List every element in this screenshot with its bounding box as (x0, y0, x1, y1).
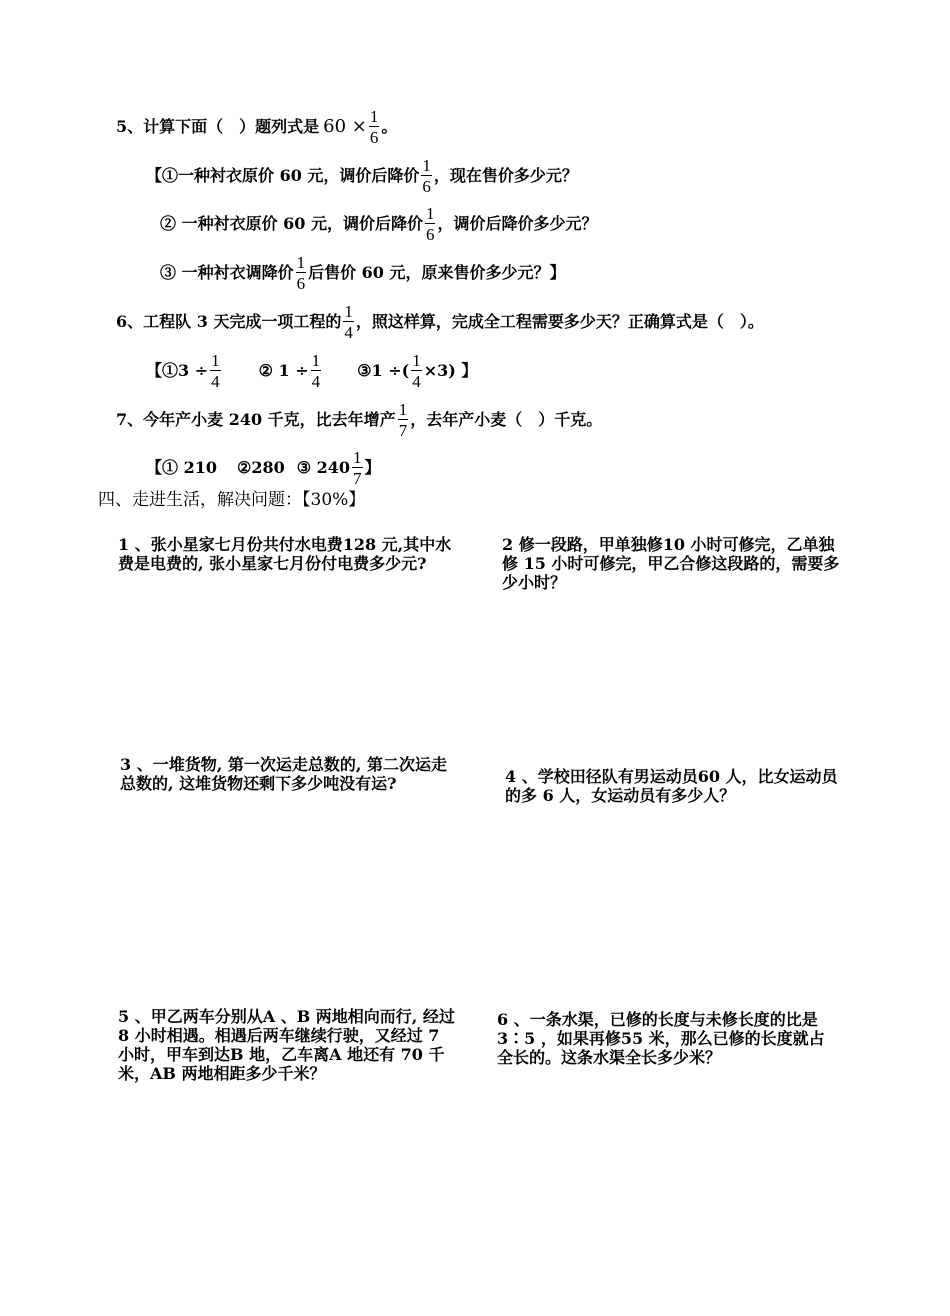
q7-prefix: 7、今年产小麦 240 千克，比去年增产 (116, 410, 396, 429)
q6-option-2-fraction (311, 352, 322, 390)
problem-4: 4 、学校田径队有男运动员60 人，比女运动员的多 6 人，女运动员有多少人？ (505, 767, 838, 805)
fraction-numerator: 1 (296, 253, 306, 272)
fraction-numerator: 1 (311, 351, 321, 370)
q5-fraction (369, 108, 380, 146)
q6-option-1: 【①3 ÷ (146, 361, 209, 380)
problem-2: 2 修一段路，甲单独修10 小时可修完，乙单独修 15 小时可修完，甲乙合修这段路的，需要多少小时？ (502, 535, 840, 592)
q5-option-2-suffix: ，调价后降价多少元？ (437, 214, 598, 233)
q5-option-3 (160, 254, 566, 292)
fraction-numerator: 1 (211, 351, 220, 370)
q5-option-2 (160, 205, 598, 243)
q5-option-3-fraction (296, 254, 307, 292)
fraction-denominator: 4 (344, 323, 353, 342)
fraction-numerator: 1 (425, 204, 435, 223)
q7-option-1: 【① 210 (146, 458, 217, 477)
section-heading: 四、走进生活，解决问题：【30%】 (98, 490, 366, 510)
fraction-denominator: 4 (311, 372, 321, 391)
q5-option-2-text: ② 一种衬衣原价 60 元，调价后降价 (160, 214, 423, 233)
q7-fraction (398, 401, 409, 439)
fraction-numerator: 1 (369, 107, 379, 126)
q7-close-bracket: 】 (364, 458, 381, 477)
q5-option-2-fraction (425, 205, 436, 243)
q7-option-3-fraction (352, 449, 363, 487)
q7-options (146, 449, 381, 487)
q6-option-3-lead: ③1 ÷( (357, 361, 410, 380)
q7-line (116, 401, 602, 439)
fraction-denominator: 6 (425, 225, 435, 244)
q6-fraction (343, 303, 354, 341)
fraction-denominator: 7 (353, 469, 362, 488)
fraction-numerator: 1 (344, 302, 353, 321)
q6-option-3-fraction (411, 352, 422, 390)
q5-option-1-suffix: ，现在售价多少元？ (433, 166, 578, 185)
fraction-denominator: 6 (369, 128, 379, 147)
q6-line (116, 303, 764, 341)
q5-prefix: 5、计算下面（ ）题列式是 (116, 117, 320, 136)
fraction-numerator: 1 (412, 351, 421, 370)
q7-option-3: ③ 240 (296, 458, 351, 477)
q5-option-1-text: 【①一种衬衣原价 60 元，调价后降价 (146, 166, 420, 185)
problem-5: 5 、甲乙两车分别从A 、B 两地相向而行, 经过 8 小时相遇。相遇后两车继续行驶，又经过 7 小时，甲车到达B 地，乙车离A 地还有 70 千米，AB 两地相距多少千米？ (118, 1007, 455, 1083)
q5-option-3-text: ③ 一种衬衣调降价 (160, 263, 294, 282)
q5-option-1-fraction (421, 157, 432, 195)
problem-3: 3 、一堆货物, 第一次运走总数的, 第二次运走总数的, 这堆货物还剩下多少吨没有运? (120, 755, 447, 793)
problem-6: 6 、一条水渠，已修的长度与未修长度的比是 3∶5 ，如果再修55 米，那么已修的长度就占全长的。这条水渠全长多少米？ (497, 1010, 825, 1067)
q6-option-2: ② 1 ÷ (258, 361, 309, 380)
q6-suffix: ，照这样算，完成全工程需要多少天？正确算式是（ ）。 (355, 312, 764, 331)
fraction-denominator: 4 (211, 372, 220, 391)
q6-options (146, 352, 477, 390)
fraction-numerator: 1 (353, 448, 362, 467)
fraction-numerator: 1 (422, 156, 431, 175)
q7-suffix: ，去年产小麦（ ）千克。 (410, 410, 603, 429)
q5-option-3-suffix: 后售价 60 元，原来售价多少元？】 (308, 263, 566, 282)
q5-suffix: 。 (381, 117, 398, 136)
q6-prefix: 6、工程队 3 天完成一项工程的 (116, 312, 342, 331)
q5-expr-lead: 60 × (323, 116, 367, 137)
q6-option-1-fraction (210, 352, 221, 390)
problem-1: 1 、张小星家七月份共付水电费128 元,其中水费是电费的, 张小星家七月份付电费多少元? (118, 535, 452, 573)
fraction-denominator: 6 (422, 177, 431, 196)
q5-option-1 (146, 157, 578, 195)
fraction-denominator: 4 (412, 372, 421, 391)
fraction-numerator: 1 (398, 400, 408, 419)
q6-option-3-tail: ×3) 】 (423, 361, 478, 380)
q5-line (116, 108, 397, 146)
fraction-denominator: 6 (296, 274, 306, 293)
fraction-denominator: 7 (398, 421, 408, 440)
q7-option-2: ②280 (236, 458, 285, 477)
